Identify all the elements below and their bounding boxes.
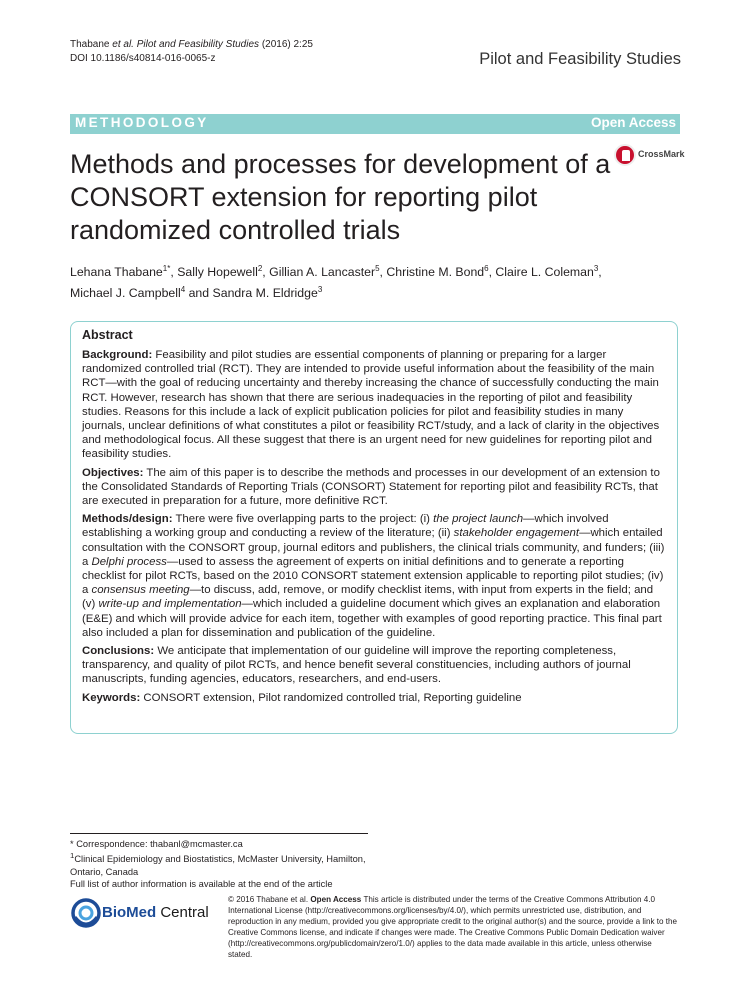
citation-journal: Pilot and Feasibility Studies xyxy=(136,39,260,50)
author[interactable]: Sally Hopewell$^2$ xyxy=(177,264,263,280)
author[interactable]: Sandra M. Eldridge$^3$ xyxy=(212,285,323,301)
objectives-label: Objectives: xyxy=(82,466,144,479)
license-statement: © 2016 Thabane et al. Open Access This article is distributed under the terms of the Creative Commons Attribution 4.0 International License (http://creativecommons.org/licenses/by/4.0/), which permits unrestricted use, distribution, and reproduction in any medium, provided you give appropriate credit to the original author(s) and the source, provide a link to the Creative Commons license, and indicate if changes were made. The Creative Commons Public Domain Dedication waiver (http://creativecommons.org/publicdomain/zero/1.0/) applies to the data made available in this article, unless otherwise stated. xyxy=(228,895,678,960)
background-label: Background: xyxy=(82,349,153,361)
citation-volume: (2016) 2:25 xyxy=(261,39,313,50)
author[interactable]: Christine M. Bond$^6$ xyxy=(386,264,489,280)
author[interactable]: Michael J. Campbell$^4$ xyxy=(70,285,186,301)
methods-label: Methods/design: xyxy=(82,513,173,526)
footnotes xyxy=(70,838,370,891)
abstract-keywords: Keywords: CONSORT extension, Pilot randomized controlled trial, Reporting guideline xyxy=(82,691,522,704)
journal-name: Pilot and Feasibility Studies xyxy=(479,50,681,68)
citation-line xyxy=(70,38,313,52)
citation-authors: Thabane xyxy=(70,39,110,50)
crossmark-label: CrossMark xyxy=(638,149,685,159)
abstract-background: Background: Feasibility and pilot studies are essential components of planning or preparing for a larger randomized controlled trial (RCT). They are intended to provide useful information about the feasibility of the main RCT—with the goal of reducing uncertainty and thereby increasing the chance of successfully conducting the main RCT. However, research has shown that there are serious inadequacies in the reporting of pilot and feasibility studies. Reasons for this include a lack of explicit publication policies for pilot and feasibility studies in many journals, unclear definitions of what constitutes a pilot or feasibility RCT/study, and a lack of clarity in the objectives and methodological focus. All these suggest that there is an urgent need for new guidelines for reporting pilot and feasibility studies. xyxy=(82,349,660,461)
author-info-note: Full list of author information is available at the end of the article xyxy=(70,879,333,890)
author-list: Lehana Thabane$^{1*}$, Sally Hopewell$^2$, Gillian A. Lancaster$^5$, Christine M. Bond$^6$, Claire L. Coleman$^3$, Michael J. Campbell$^4$ and Sandra M. Eldridge$^3$ xyxy=(70,264,602,301)
license-open-access: Open Access xyxy=(310,895,362,904)
conclusions-label: Conclusions: xyxy=(82,645,155,658)
biomed-central-wordmark: BioMed Central xyxy=(102,904,209,921)
abstract-objectives: Objectives: The aim of this paper is to describe the methods and processes in our development of an extension to the Consolidated Standards of Reporting Trials (CONSORT) Statement for reporting pilot and feasibility RCTs, that are executed in preparation for a future, more definitive RCT. xyxy=(82,466,660,508)
abstract-conclusions: Conclusions: We anticipate that implementation of our guideline will improve the reporting completeness, transparency, and quality of pilot RCTs, and hence benefit several constituencies, including authors of journal manuscripts, funding agencies, educators, researchers, and end-users. xyxy=(82,645,631,686)
author-and: and xyxy=(188,286,210,301)
doi[interactable]: DOI 10.1186/s40814-016-0065-z xyxy=(70,53,216,64)
affiliation: $^1$Clinical Epidemiology and Biostatistics, McMaster University, Hamilton, Ontario, Canada xyxy=(70,851,366,877)
section-banner xyxy=(70,114,680,134)
section-label: METHODOLOGY xyxy=(75,115,209,130)
biomed-central-logo[interactable] xyxy=(70,895,230,935)
citation-header xyxy=(70,38,313,66)
keywords-label: Keywords: xyxy=(82,691,141,704)
abstract-heading: Abstract xyxy=(82,328,133,342)
author[interactable]: Lehana Thabane$^{1*}$ xyxy=(70,264,171,280)
abstract-box xyxy=(70,321,678,734)
crossmark-icon xyxy=(614,144,636,166)
biomed-central-icon xyxy=(70,897,102,929)
article-title: Methods and processes for development of a CONSORT extension for reporting pilot randomized controlled trials xyxy=(70,149,611,245)
author[interactable]: Gillian A. Lancaster$^5$ xyxy=(269,264,380,280)
author[interactable]: Claire L. Coleman$^3$ xyxy=(495,264,599,280)
crossmark-badge[interactable] xyxy=(614,144,684,170)
footnote-divider xyxy=(70,833,368,834)
correspondence[interactable]: * Correspondence: thabanl@mcmaster.ca xyxy=(70,839,243,849)
open-access-label: Open Access xyxy=(590,115,676,130)
citation-etal: et al. xyxy=(112,39,134,50)
abstract-methods: Methods/design: There were five overlapping parts to the project: (i) the project launch—which involved establishing a working group and conducting a review of the literature; (ii) stakeholder engagement—which entailed consultation with the CONSORT group, journal editors and publishers, the clinical trials community, and funders; (iii) a Delphi process—used to assess the agreement of experts on initial definitions and to generate a reporting checklist for pilot RCTs, based on the 2010 CONSORT statement extension applicable to reporting pilot studies; (iv) a consensus meeting—to discuss, add, remove, or modify checklist items, with input from experts in the field; and (v) write-up and implementation—which included a guideline document which gives an explanation and elaboration (E&E) and which will provide advice for each item, together with examples of good reporting practice. This final part also included a plan for dissemination and publication of the guideline. xyxy=(82,513,665,639)
